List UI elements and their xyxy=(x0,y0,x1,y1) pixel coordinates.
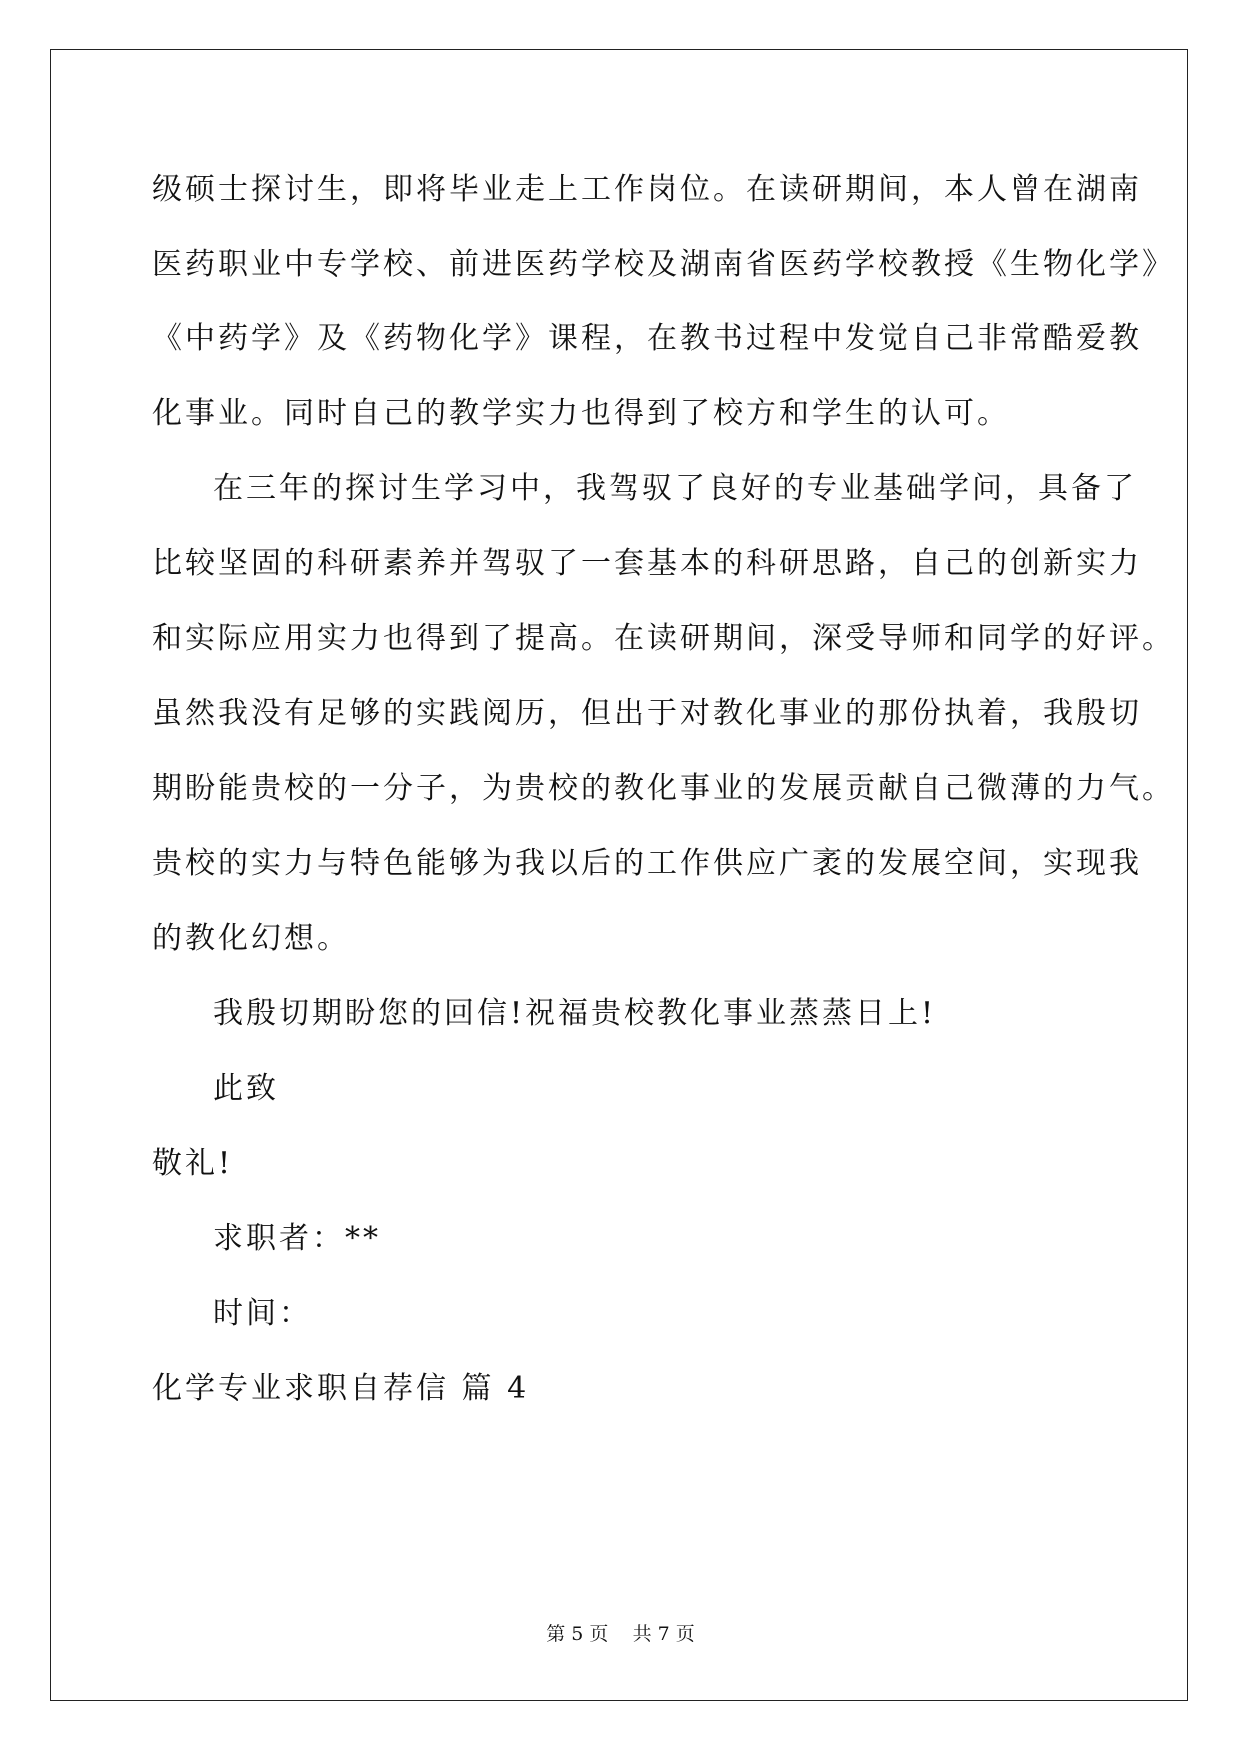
paragraph-line: 在三年的探讨生学习中，我驾驭了良好的专业基础学问，具备了 xyxy=(213,471,1137,506)
date-line: 时间： xyxy=(213,1296,312,1331)
page-number: 第 5 页 共 7 页 xyxy=(546,1623,695,1645)
paragraph-line: 的教化幻想。 xyxy=(152,921,350,956)
paragraph-line: 虽然我没有足够的实践阅历，但出于对教化事业的那份执着，我殷切 xyxy=(152,696,1142,731)
signature-line: 求职者：** xyxy=(213,1221,381,1256)
salutation-line: 此致 xyxy=(213,1071,279,1106)
salutation-line: 敬礼! xyxy=(152,1146,234,1181)
paragraph-line: 比较坚固的科研素养并驾驭了一套基本的科研思路，自己的创新实力 xyxy=(152,546,1142,581)
paragraph-line: 期盼能贵校的一分子，为贵校的教化事业的发展贡献自己微薄的力气。 xyxy=(152,771,1175,806)
paragraph-line: 医药职业中专学校、前进医药学校及湖南省医药学校教授《生物化学》 xyxy=(152,247,1175,282)
paragraph-line: 级硕士探讨生，即将毕业走上工作岗位。在读研期间，本人曾在湖南 xyxy=(152,172,1142,207)
paragraph-line: 和实际应用实力也得到了提高。在读研期间，深受导师和同学的好评。 xyxy=(152,621,1175,656)
paragraph-line: 贵校的实力与特色能够为我以后的工作供应广袤的发展空间，实现我 xyxy=(152,846,1142,881)
paragraph-line: 化事业。同时自己的教学实力也得到了校方和学生的认可。 xyxy=(152,396,1010,431)
closing-wish-line: 我殷切期盼您的回信!祝福贵校教化事业蒸蒸日上! xyxy=(213,996,937,1031)
section-heading: 化学专业求职自荐信 篇 4 xyxy=(152,1371,530,1406)
paragraph-line: 《中药学》及《药物化学》课程，在教书过程中发觉自己非常酷爱教 xyxy=(152,321,1142,356)
